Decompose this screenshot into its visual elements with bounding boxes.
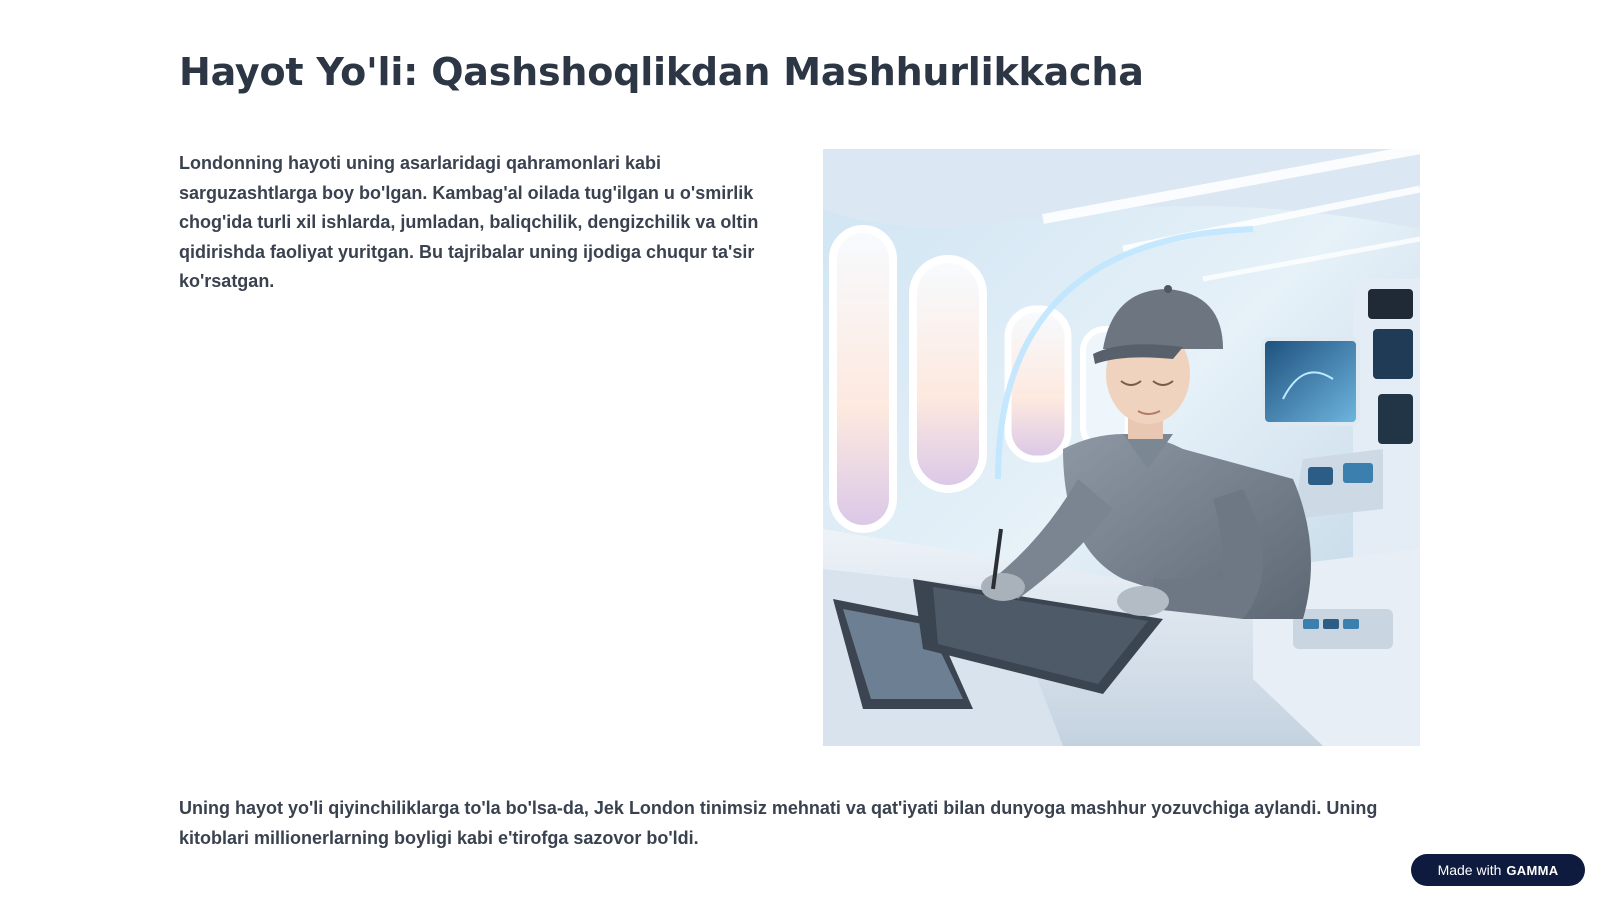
- closing-paragraph: Uning hayot yo'li qiyinchiliklarga to'la bo'lsa-da, Jek London tinimsiz mehnati va qat'iyati bilan dunyoga mashhur yozuvchiga aylandi. Uning kitoblari millionerlarning boyligi kabi e'tirofga sazovor bo'ldi.: [179, 798, 1378, 848]
- illustration-man-at-console: [823, 149, 1420, 746]
- badge-prefix: Made with: [1437, 862, 1502, 878]
- made-with-gamma-badge[interactable]: [1411, 854, 1585, 886]
- gamma-logo: GAMMA: [1506, 862, 1559, 878]
- intro-paragraph: Londonning hayoti uning asarlaridagi qahramonlari kabi sarguzashtlarga boy bo'lgan. Kambag'al oilada tug'ilgan u o'smirlik chog'ida turli xil ishlarda, jumladan, baliqchilik, dengizchilik va oltin qidirishda faoliyat yuritgan. Bu tajribalar uning ijodiga chuqur ta'sir ko'rsatgan.: [179, 153, 759, 291]
- slide-title: Hayot Yo'li: Qashshoqlikdan Mashhurlikkacha: [179, 50, 1144, 94]
